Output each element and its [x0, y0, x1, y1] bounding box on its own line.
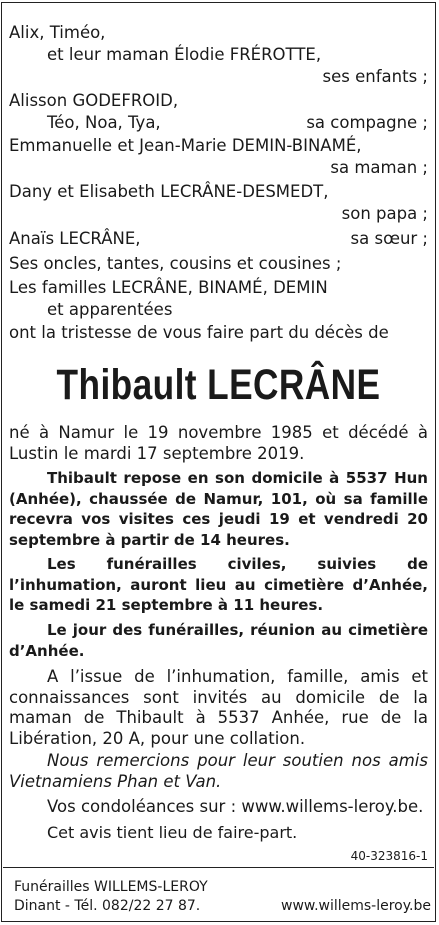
condolences-line: Vos condoléances sur : www.willems-leroy.be. [47, 797, 424, 816]
relation-partner: sa compagne ; [306, 113, 428, 132]
family-line-13: et apparentées [47, 300, 173, 319]
family-line-5-names: Téo, Noa, Tya, [47, 113, 161, 132]
family-line-4: Alisson GODEFROID, [9, 91, 179, 110]
relation-sister: sa sœur ; [350, 229, 428, 248]
deceased-name: Thibault LECRÂNE [56, 361, 381, 409]
family-line-11: Ses oncles, tantes, cousins et cousines ; [9, 254, 342, 273]
family-line-12: Les familles LECRÂNE, BINAMÉ, DEMIN [9, 278, 328, 297]
relation-father: son papa ; [341, 204, 428, 223]
announcement-sentence: ont la tristesse de vous faire part du décès de [9, 323, 389, 342]
thanks-message: Nous remercions pour leur soutien nos amis Vietnamiens Phan et Van. [9, 751, 428, 791]
funeral-info: Les funérailles civiles, suivies de l’inhumation, auront lieu au cimetière d’Anhée, le samedi 21 septembre à 11 heures. [9, 555, 428, 614]
footer-divider [3, 867, 434, 868]
obituary-frame [1, 2, 436, 922]
footer-phone: Dinant - Tél. 082/22 27 87. [14, 898, 201, 914]
reference-number: 40-323816-1 [350, 849, 428, 863]
family-line-6: Emmanuelle et Jean-Marie DEMIN-BINAMÉ, [9, 136, 362, 155]
footer-contact [14, 898, 431, 914]
notice-line: Cet avis tient lieu de faire-part. [47, 823, 298, 842]
meeting-info: Le jour des funérailles, réunion au cimetière d’Anhée. [9, 621, 428, 660]
family-line-10 [9, 229, 428, 248]
family-line-8: Dany et Elisabeth LECRÂNE-DESMEDT, [9, 182, 329, 201]
family-line-10-name: Anaïs LECRÂNE, [9, 229, 141, 248]
relation-mother: sa maman ; [330, 158, 428, 177]
birth-death-info: né à Namur le 19 novembre 1985 et décédé à Lustin le mardi 17 septembre 2019. [9, 423, 428, 463]
family-line-2: et leur maman Élodie FRÉROTTE, [47, 45, 322, 64]
repose-info: Thibault repose en son domicile à 5537 Hun (Anhée), chaussée de Namur, 101, où sa famille recevra vos visites ces jeudi 19 et vendredi 20 septembre à partir de 14 heures. [9, 469, 428, 549]
family-line-1: Alix, Timéo, [9, 23, 106, 42]
footer-company: Funérailles WILLEMS-LEROY [14, 879, 208, 895]
family-line-5 [9, 113, 428, 132]
collation-info: A l’issue de l’inhumation, famille, amis et connaissances sont invités au domicile de la maman de Thibault à 5537 Anhée, rue de la Libération, 20 A, pour une collation. [9, 667, 428, 748]
relation-children: ses enfants ; [322, 67, 428, 86]
footer-website[interactable]: www.willems-leroy.be [281, 898, 431, 914]
